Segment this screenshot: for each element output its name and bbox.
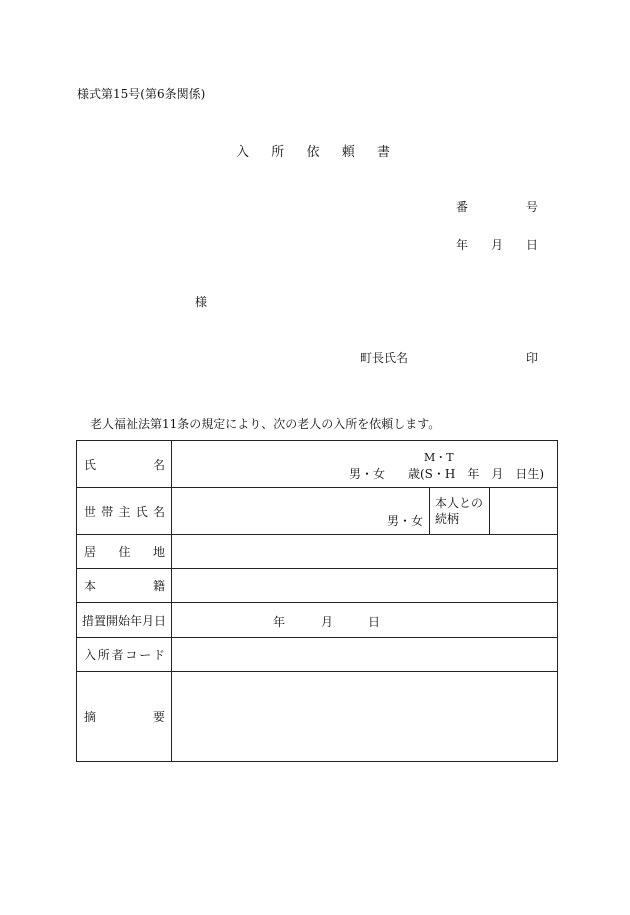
residence-label (77, 535, 172, 569)
household-head-field[interactable] (172, 488, 430, 535)
summary-label (77, 672, 172, 762)
seal-mark: 印 (526, 351, 539, 365)
start-date-row (77, 603, 558, 638)
start-day: 日 (368, 615, 381, 629)
label-char: 氏 (84, 457, 97, 472)
label-char: 入 (84, 648, 97, 662)
relation-label-line2: 続柄 (435, 512, 460, 526)
residence-row (77, 535, 558, 569)
start-year: 年 (273, 615, 286, 629)
label-char: コ (125, 648, 138, 662)
label-char: 住 (118, 545, 131, 559)
relation-field[interactable] (490, 488, 558, 535)
relation-label (430, 488, 490, 535)
request-form-table (76, 440, 558, 762)
label-char: 本 (84, 579, 97, 593)
label-char: 者 (111, 648, 124, 662)
relation-label-line1: 本人との (435, 496, 484, 510)
label-char: 要 (152, 710, 165, 724)
household-head-row (77, 488, 558, 535)
label-char: 名 (152, 457, 165, 472)
resident-code-row (77, 638, 558, 672)
start-date-label-text: 措置開始年月日 (82, 613, 167, 628)
title-char: 書 (376, 145, 390, 160)
residence-field[interactable] (172, 535, 558, 569)
date-year: 年 (456, 238, 469, 252)
summary-row (77, 672, 558, 762)
label-char: 居 (84, 545, 97, 559)
age-birth-date: 歳(S・H 年 月 日生) (408, 467, 545, 481)
start-date-field[interactable] (172, 603, 558, 638)
name-label (77, 441, 172, 488)
label-char: ド (152, 648, 165, 662)
domicile-label (77, 569, 172, 603)
label-char: 所 (97, 648, 110, 662)
title-char: 依 (306, 145, 320, 160)
label-char: ー (139, 648, 152, 662)
sex-options: 男・女 (349, 467, 386, 481)
label-char: 摘 (84, 710, 97, 724)
title-char: 入 (236, 145, 250, 160)
document-number-line (456, 198, 538, 215)
number-suffix: 号 (525, 200, 538, 214)
title-char: 所 (271, 145, 285, 160)
document-date-line (456, 236, 538, 253)
number-label: 番 (456, 200, 469, 214)
document-title (236, 141, 390, 160)
mayor-name-label: 町長氏名 (360, 351, 409, 365)
name-field[interactable] (172, 441, 558, 488)
name-row (77, 441, 558, 488)
label-char: 帯 (101, 504, 114, 519)
domicile-row (77, 569, 558, 603)
domicile-field[interactable] (172, 569, 558, 603)
label-char: 主 (118, 504, 131, 519)
label-char: 氏 (135, 504, 148, 519)
title-char: 頼 (341, 145, 355, 160)
addressee-suffix: 様 (195, 295, 208, 309)
label-char: 地 (152, 545, 165, 559)
date-day: 日 (525, 238, 538, 252)
date-month: 月 (490, 238, 503, 252)
label-char: 名 (152, 504, 165, 519)
head-sex-options: 男・女 (386, 514, 423, 528)
start-month: 月 (321, 615, 334, 629)
household-head-label (77, 488, 172, 535)
resident-code-label (77, 638, 172, 672)
summary-field[interactable] (172, 672, 558, 762)
form-number: 様式第15号(第6条関係) (77, 87, 206, 101)
resident-code-field[interactable] (172, 638, 558, 672)
start-date-label (77, 603, 172, 638)
era-mt: M・T (424, 451, 454, 464)
label-char: 世 (84, 504, 97, 519)
label-char: 籍 (152, 579, 165, 593)
intro-text: 老人福祉法第11条の規定により、次の老人の入所を依頼します。 (90, 417, 441, 431)
